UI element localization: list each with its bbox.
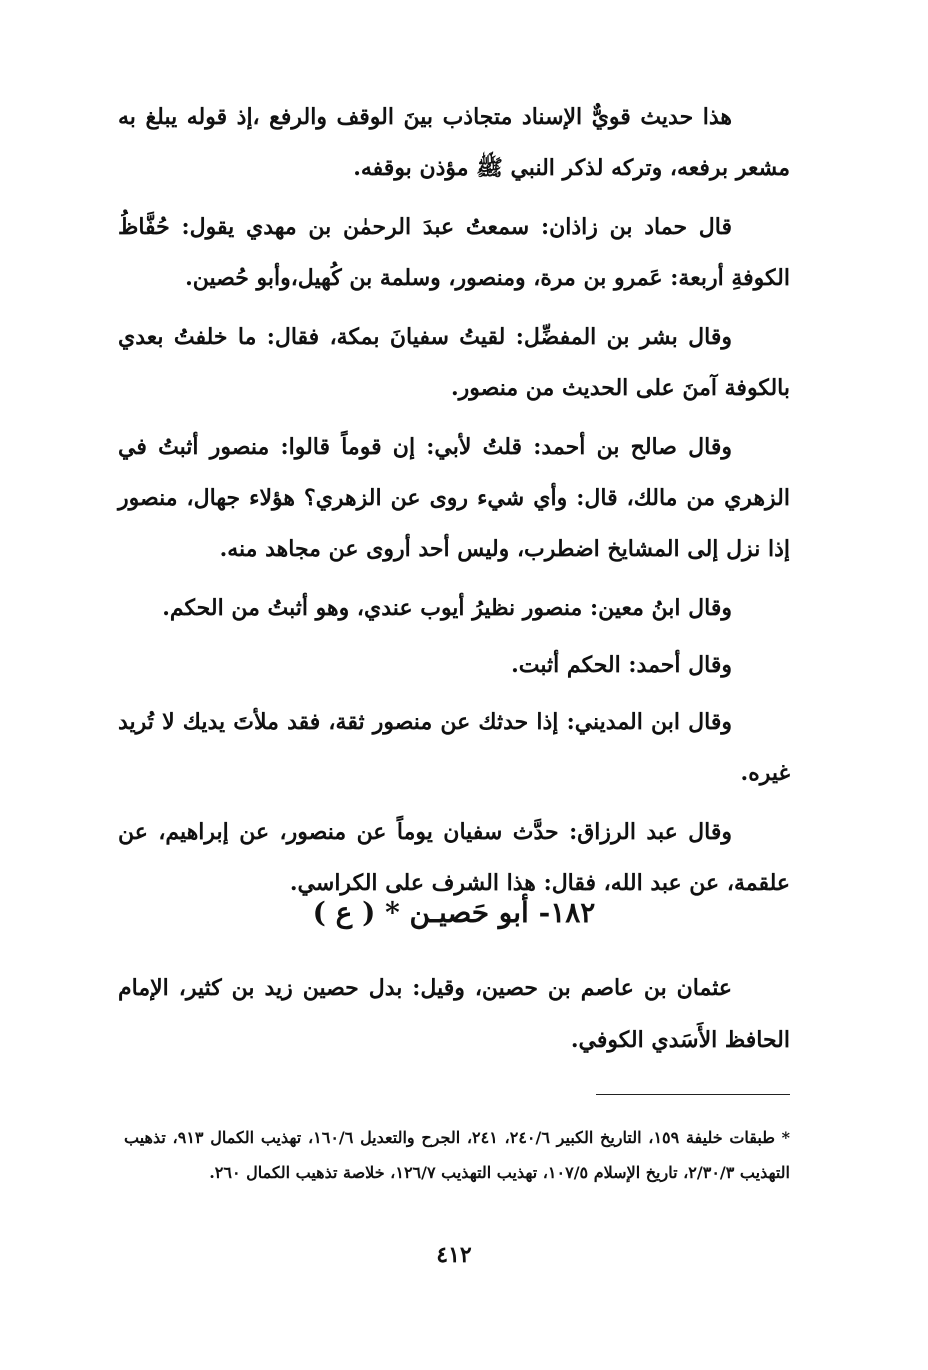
footnote-divider — [596, 1094, 790, 1095]
biography-paragraph: عثمان بن عاصم بن حصين، وقيل: بدل حصين زيد بن كثير، الإمام الحافظ الأَسَدي الكوفي. — [118, 975, 790, 1053]
paragraph-abd-razzaq: وقال عبد الرزاق: حدَّث سفيان يوماً عن منصور، عن إبراهيم، عن علقمة، عن عبد الله، فقال: هذا الشرف على الكراسي. — [118, 819, 790, 896]
paragraph-bishr: وقال بشر بن المفضِّل: لقيتُ سفيانَ بمكة، فقال: ما خلفتُ بعدي بالكوفة آمنَ على الحديث من منصور. — [118, 324, 790, 401]
paragraph-hammad: قال حماد بن زاذان: سمعتُ عبدَ الرحمٰن بن مهدي يقول: حُفَّاظُ الكوفةِ أربعة: عَمرو بن مرة، ومنصور، وسلمة بن كُهيل،وأبو حُصين. — [118, 214, 790, 291]
main-text — [118, 92, 790, 917]
paragraph-ibn-main: وقال ابنُ معين: منصور نظيرُ أيوب عندي، وهو أثبتُ من الحكم. — [162, 595, 732, 621]
page-number: ٤١٢ — [436, 1242, 472, 1268]
paragraph-ahmad: وقال أحمد: الحكم أثبت. — [511, 652, 732, 678]
paragraph-hadith-assessment: هذا حديث قويٌّ الإسناد متجاذب بينَ الوقف والرفع ،إذ قوله يبلغ به مشعر برفعه، وتركه لذكر النبي ﷺ مؤذن بوقفه. — [118, 104, 790, 181]
section-heading: ١٨٢- أبو حَصيـن * ( ع ) — [312, 896, 596, 929]
footnote: * طبقات خليفة ١٥٩، التاريخ الكبير ٢٤٠/٦، ٢٤١، الجرح والتعديل ١٦٠/٦، تهذيب الكمال ٩١٣، تذهيب التهذيب ٢/٣٠/٣، تاريخ الإسلام ١٠٧/٥، تهذيب التهذيب ١٢٦/٧، خلاصة تذهيب الكمال ٢٦٠. — [124, 1128, 791, 1182]
paragraph-ibn-madini: وقال ابن المديني: إذا حدثك عن منصور ثقة، فقد ملأتَ يديك لا تُريد غيره. — [118, 709, 790, 786]
paragraph-salih: وقال صالح بن أحمد: قلتُ لأبي: إن قوماً قالوا: منصور أثبتُ في الزهري من مالك، قال: وأي شيء روى عن الزهري؟ هؤلاء جهال، منصور إذا نزل إلى المشايخ اضطرب، وليس أحد أروى عن مجاهد منه. — [118, 434, 790, 562]
